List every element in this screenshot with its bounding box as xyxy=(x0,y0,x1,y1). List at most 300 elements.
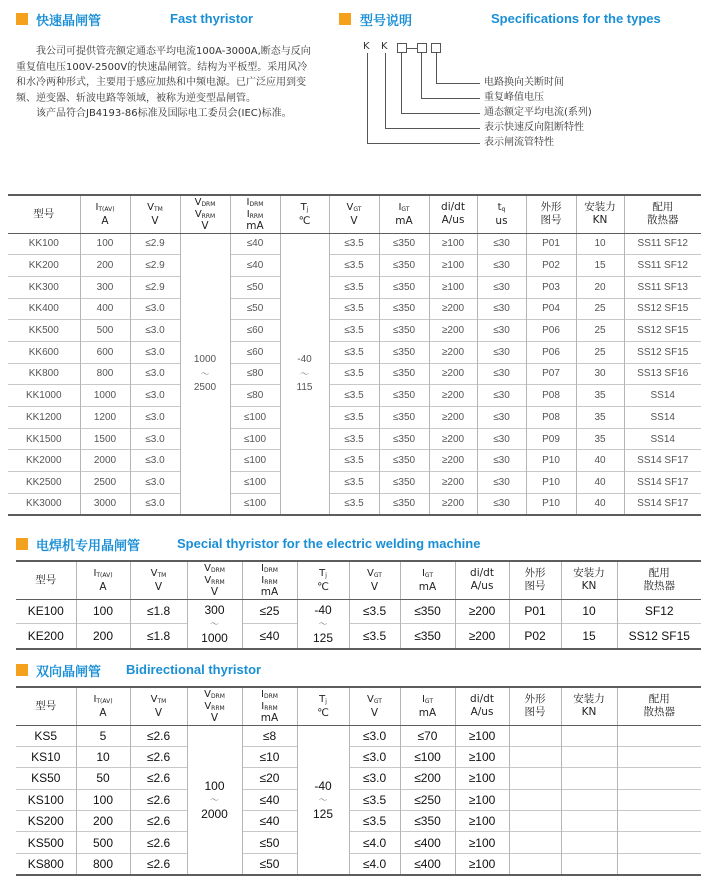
cell-vd-range-high: 1000 xyxy=(201,630,228,645)
col-header-tj: $T_j$ ℃ xyxy=(280,195,329,233)
col-header-idrm: $I_{DRM}$ $I_{RRM}$ mA xyxy=(230,195,280,233)
table-header-row xyxy=(16,687,701,725)
col-header-heatsink: 配用 散热器 xyxy=(617,561,701,599)
cell-shape: P08 xyxy=(526,385,576,407)
cell-heatsink: SS14 xyxy=(650,433,675,445)
cell-shape: P01 xyxy=(509,599,561,624)
cell-tj-range-high: 125 xyxy=(312,806,334,821)
cell-tj-range xyxy=(297,725,349,875)
cell-igt: ≤400 xyxy=(400,832,455,853)
col-header-model: 型号 xyxy=(16,687,76,725)
cell-vgt: ≤3.5 xyxy=(329,407,379,429)
cell-didt: ≥100 xyxy=(455,853,509,874)
cell-id: ≤10 xyxy=(242,746,297,767)
table-row xyxy=(16,746,701,767)
cell-heatsink: SS11 SF12 xyxy=(637,238,688,250)
cell-it: 3000 xyxy=(80,493,130,515)
col-header-vgt: $V_{GT}$ V xyxy=(329,195,379,233)
cell-vd-range-high: 2500 xyxy=(193,381,217,393)
col-header-heatsink: 配用 散热器 xyxy=(617,687,701,725)
cell-tq: ≤30 xyxy=(477,385,526,407)
cell-tj-range xyxy=(280,233,329,515)
cell-didt: ≥200 xyxy=(429,450,477,472)
cell-it: 300 xyxy=(80,276,130,298)
cell-model: KS100 xyxy=(16,789,76,810)
cell-force: 25 xyxy=(576,341,624,363)
cell-force: 15 xyxy=(576,255,624,277)
cell-it: 100 xyxy=(76,599,130,624)
cell-vgt: ≤3.5 xyxy=(329,233,379,255)
code-letter-k1: K xyxy=(363,41,370,52)
cell-shape: P10 xyxy=(526,493,576,515)
cell-vtm: ≤2.6 xyxy=(130,746,187,767)
cell-tj-range-low: -40 xyxy=(297,353,312,365)
cell-id: ≤40 xyxy=(242,811,297,832)
cell-id: ≤80 xyxy=(230,385,280,407)
cell-model: KS5 xyxy=(16,725,76,746)
cell-vtm: ≤2.6 xyxy=(130,789,187,810)
cell-it: 800 xyxy=(80,363,130,385)
cell-model: KS500 xyxy=(16,832,76,853)
cell-tq: ≤30 xyxy=(477,363,526,385)
cell-it: 200 xyxy=(76,624,130,649)
cell-vd-range-sep: ～ xyxy=(209,794,219,805)
table-row xyxy=(8,320,701,342)
cell-heatsink: SS13 SF16 xyxy=(637,368,689,380)
cell-vgt: ≤3.0 xyxy=(349,725,400,746)
cell-didt: ≥200 xyxy=(429,407,477,429)
cell-tq: ≤30 xyxy=(477,450,526,472)
cell-force xyxy=(561,832,617,853)
cell-vtm: ≤3.0 xyxy=(130,341,180,363)
cell-model: KK1500 xyxy=(8,428,80,450)
cell-vtm: ≤3.0 xyxy=(130,385,180,407)
cell-vd-range xyxy=(180,233,230,515)
cell-vgt: ≤4.0 xyxy=(349,853,400,874)
cell-igt: ≤100 xyxy=(400,746,455,767)
col-header-vdrm: $V_{DRM}$ $V_{RRM}$ V xyxy=(187,561,242,599)
table-header-row xyxy=(8,195,701,233)
welding-title-cn: 电焊机专用晶闸管 xyxy=(36,539,141,554)
cell-shape: P10 xyxy=(526,472,576,494)
table-row xyxy=(8,428,701,450)
cell-heatsink xyxy=(617,789,701,810)
cell-vd-range-low: 300 xyxy=(204,602,225,617)
cell-igt: ≤350 xyxy=(379,233,429,255)
welding-thyristor-table xyxy=(16,560,701,650)
cell-tq: ≤30 xyxy=(477,341,526,363)
cell-didt: ≥200 xyxy=(429,341,477,363)
col-header-tj: $T_j$ ℃ xyxy=(297,687,349,725)
cell-vd-range xyxy=(187,599,242,649)
spec-title-cn: 型号说明 xyxy=(360,14,413,29)
cell-vtm: ≤2.6 xyxy=(130,832,187,853)
col-header-vgt: $V_{GT}$ V xyxy=(349,561,400,599)
cell-id: ≤50 xyxy=(230,276,280,298)
cell-id: ≤50 xyxy=(230,298,280,320)
cell-shape: P06 xyxy=(526,341,576,363)
col-header-force: 安装力 KN xyxy=(576,195,624,233)
cell-didt: ≥100 xyxy=(429,276,477,298)
cell-it: 1000 xyxy=(80,385,130,407)
cell-force: 40 xyxy=(576,450,624,472)
cell-igt: ≤350 xyxy=(379,320,429,342)
fast-intro xyxy=(16,44,316,122)
cell-it: 5 xyxy=(76,725,130,746)
cell-shape xyxy=(509,768,561,789)
col-header-igt: $I_{GT}$ mA xyxy=(400,561,455,599)
cell-vtm: ≤3.0 xyxy=(130,298,180,320)
cell-force: 35 xyxy=(576,428,624,450)
cell-shape xyxy=(509,725,561,746)
intro-paragraph: 我公司可提供管壳额定通态平均电流100A-3000A,断态与反向重复值电压100V-2500V的快速晶闸管。结构为平板型。采用风冷和水冷两种形式，主要用于感应加热和中频电源。已广泛应用到变频、逆变器、斩波电路等领域，被称为逆变型晶闸管。 xyxy=(16,46,311,104)
cell-vtm: ≤2.6 xyxy=(130,725,187,746)
cell-shape xyxy=(509,853,561,874)
cell-shape: P01 xyxy=(526,233,576,255)
cell-id: ≤100 xyxy=(230,450,280,472)
cell-didt: ≥200 xyxy=(429,472,477,494)
cell-igt: ≤250 xyxy=(400,789,455,810)
cell-didt: ≥100 xyxy=(455,811,509,832)
table-row xyxy=(8,407,701,429)
cell-id: ≤100 xyxy=(230,472,280,494)
cell-tj-range-low: -40 xyxy=(314,778,332,793)
cell-model: KS200 xyxy=(16,811,76,832)
cell-heatsink: SS14 xyxy=(650,390,675,402)
cell-it: 800 xyxy=(76,853,130,874)
spec-title-en: Specifications for the types xyxy=(491,11,661,26)
section-marker-icon xyxy=(16,664,28,676)
cell-vgt: ≤3.5 xyxy=(329,363,379,385)
cell-igt: ≤350 xyxy=(400,624,455,649)
col-header-didt: di/dt A/us xyxy=(429,195,477,233)
col-header-didt: di/dt A/us xyxy=(455,687,509,725)
table-row xyxy=(16,811,701,832)
cell-vd-range xyxy=(187,725,242,875)
cell-igt: ≤350 xyxy=(379,450,429,472)
cell-model: KK1200 xyxy=(8,407,80,429)
col-header-shape: 外形 图号 xyxy=(526,195,576,233)
table-row xyxy=(8,363,701,385)
cell-tq: ≤30 xyxy=(477,407,526,429)
cell-shape: P08 xyxy=(526,407,576,429)
cell-force: 10 xyxy=(561,599,617,624)
cell-vd-range-sep: ～ xyxy=(200,368,210,379)
legend-item: 重复峰值电压 xyxy=(484,92,544,103)
cell-force: 10 xyxy=(576,233,624,255)
cell-igt: ≤350 xyxy=(379,472,429,494)
legend-item: 表示闸流管特性 xyxy=(484,137,554,148)
table-row xyxy=(8,276,701,298)
col-header-shape: 外形 图号 xyxy=(509,687,561,725)
cell-model: KE100 xyxy=(16,599,76,624)
cell-id: ≤25 xyxy=(242,599,297,624)
cell-shape: P04 xyxy=(526,298,576,320)
table-row xyxy=(16,789,701,810)
cell-tq: ≤30 xyxy=(477,320,526,342)
cell-didt: ≥200 xyxy=(429,363,477,385)
cell-vtm: ≤3.0 xyxy=(130,407,180,429)
cell-heatsink: SS14 SF17 xyxy=(637,455,689,467)
cell-force: 25 xyxy=(576,298,624,320)
col-header-vdrm: $V_{DRM}$ $V_{RRM}$ V xyxy=(180,195,230,233)
col-header-it: $I_{T(AV)}$ A xyxy=(76,561,130,599)
cell-vtm: ≤2.9 xyxy=(130,276,180,298)
cell-heatsink: SS12 SF15 xyxy=(637,346,689,358)
cell-didt: ≥200 xyxy=(455,599,509,624)
cell-igt: ≤200 xyxy=(400,768,455,789)
cell-vgt: ≤3.5 xyxy=(329,298,379,320)
cell-igt: ≤350 xyxy=(379,493,429,515)
cell-didt: ≥100 xyxy=(429,233,477,255)
cell-heatsink xyxy=(617,832,701,853)
cell-tq: ≤30 xyxy=(477,255,526,277)
code-box-time xyxy=(431,43,441,53)
cell-igt: ≤400 xyxy=(400,853,455,874)
bidirectional-thyristor-table xyxy=(16,686,701,876)
cell-vd-range-low: 1000 xyxy=(193,353,217,365)
cell-id: ≤40 xyxy=(230,255,280,277)
cell-shape: P03 xyxy=(526,276,576,298)
cell-model: KK2500 xyxy=(8,472,80,494)
cell-vd-range-low: 100 xyxy=(204,778,225,793)
cell-model: KK200 xyxy=(8,255,80,277)
cell-didt: ≥100 xyxy=(455,746,509,767)
cell-heatsink: SS14 SF17 xyxy=(637,498,689,510)
cell-it: 500 xyxy=(80,320,130,342)
cell-model: KE200 xyxy=(16,624,76,649)
cell-force xyxy=(561,853,617,874)
table-row xyxy=(8,385,701,407)
cell-model: KK400 xyxy=(8,298,80,320)
cell-heatsink xyxy=(617,725,701,746)
cell-it: 50 xyxy=(76,768,130,789)
cell-id: ≤100 xyxy=(230,407,280,429)
cell-model: KK500 xyxy=(8,320,80,342)
col-header-it: $I_{T(AV)}$ A xyxy=(76,687,130,725)
cell-shape: P06 xyxy=(526,320,576,342)
cell-heatsink xyxy=(617,811,701,832)
cell-force xyxy=(561,768,617,789)
cell-id: ≤50 xyxy=(242,832,297,853)
cell-shape xyxy=(509,789,561,810)
cell-tj-range-high: 125 xyxy=(312,630,334,645)
cell-igt: ≤350 xyxy=(400,811,455,832)
cell-force xyxy=(561,725,617,746)
cell-heatsink: SS14 SF17 xyxy=(637,476,689,488)
cell-vtm: ≤3.0 xyxy=(130,472,180,494)
cell-model: KS10 xyxy=(16,746,76,767)
code-letter-k2: K xyxy=(381,41,388,52)
table-row xyxy=(16,725,701,746)
cell-vgt: ≤3.5 xyxy=(329,493,379,515)
cell-shape: P10 xyxy=(526,450,576,472)
col-header-model: 型号 xyxy=(8,195,80,233)
cell-id: ≤8 xyxy=(242,725,297,746)
cell-heatsink: SS12 SF15 xyxy=(637,325,689,337)
fast-thyristor-table xyxy=(8,194,701,516)
cell-heatsink: SF12 xyxy=(644,604,674,619)
cell-force xyxy=(561,789,617,810)
cell-vtm: ≤2.6 xyxy=(130,768,187,789)
cell-vgt: ≤3.5 xyxy=(329,450,379,472)
cell-vgt: ≤3.5 xyxy=(329,320,379,342)
cell-vtm: ≤1.8 xyxy=(130,624,187,649)
cell-model: KK1000 xyxy=(8,385,80,407)
cell-vgt: ≤3.5 xyxy=(329,255,379,277)
cell-force: 35 xyxy=(576,385,624,407)
cell-shape: P07 xyxy=(526,363,576,385)
cell-it: 10 xyxy=(76,746,130,767)
cell-tq: ≤30 xyxy=(477,428,526,450)
cell-vtm: ≤3.0 xyxy=(130,450,180,472)
cell-heatsink: SS11 SF13 xyxy=(637,281,688,293)
cell-vgt: ≤3.5 xyxy=(349,789,400,810)
table-row xyxy=(8,298,701,320)
cell-vtm: ≤3.0 xyxy=(130,363,180,385)
cell-igt: ≤350 xyxy=(379,385,429,407)
table-header-row xyxy=(16,561,701,599)
col-header-force: 安装力 KN xyxy=(561,561,617,599)
col-header-heatsink: 配用 散热器 xyxy=(624,195,701,233)
cell-igt: ≤350 xyxy=(379,276,429,298)
cell-didt: ≥100 xyxy=(455,725,509,746)
cell-didt: ≥100 xyxy=(455,832,509,853)
cell-vgt: ≤3.5 xyxy=(349,599,400,624)
cell-id: ≤80 xyxy=(230,363,280,385)
col-header-model: 型号 xyxy=(16,561,76,599)
code-box-current xyxy=(397,43,407,53)
cell-vgt: ≤3.5 xyxy=(329,385,379,407)
cell-didt: ≥200 xyxy=(429,298,477,320)
cell-vgt: ≤3.5 xyxy=(329,428,379,450)
cell-heatsink xyxy=(617,853,701,874)
table-row xyxy=(16,624,701,649)
cell-vgt: ≤3.5 xyxy=(329,341,379,363)
cell-vd-range-high: 2000 xyxy=(201,806,228,821)
cell-id: ≤50 xyxy=(242,853,297,874)
cell-igt: ≤350 xyxy=(379,428,429,450)
cell-it: 2000 xyxy=(80,450,130,472)
cell-shape: P02 xyxy=(509,624,561,649)
cell-model: KS50 xyxy=(16,768,76,789)
cell-id: ≤100 xyxy=(230,428,280,450)
col-header-tj: $T_j$ ℃ xyxy=(297,561,349,599)
intro-paragraph: 该产品符合JB4193-86标准及国际电工委员会(IEC)标准。 xyxy=(36,108,292,119)
cell-tj-range-sep: ～ xyxy=(318,618,328,629)
welding-title-en: Special thyristor for the electric welding machine xyxy=(177,536,481,551)
cell-vgt: ≤3.5 xyxy=(329,276,379,298)
cell-it: 500 xyxy=(76,832,130,853)
cell-it: 200 xyxy=(76,811,130,832)
cell-it: 2500 xyxy=(80,472,130,494)
cell-force xyxy=(561,746,617,767)
section-marker-icon xyxy=(16,538,28,550)
cell-igt: ≤350 xyxy=(379,255,429,277)
cell-igt: ≤70 xyxy=(400,725,455,746)
table-row xyxy=(8,450,701,472)
cell-it: 400 xyxy=(80,298,130,320)
cell-igt: ≤350 xyxy=(379,407,429,429)
cell-shape xyxy=(509,811,561,832)
cell-igt: ≤350 xyxy=(379,363,429,385)
section-marker-icon xyxy=(339,13,351,25)
table-row xyxy=(8,233,701,255)
cell-didt: ≥100 xyxy=(429,255,477,277)
cell-vgt: ≤3.0 xyxy=(349,768,400,789)
col-header-vdrm: $V_{DRM}$ $V_{RRM}$ V xyxy=(187,687,242,725)
cell-vtm: ≤2.9 xyxy=(130,255,180,277)
col-header-vtm: $V_{TM}$ V xyxy=(130,195,180,233)
col-header-idrm: $I_{DRM}$ $I_{RRM}$ mA xyxy=(242,561,297,599)
cell-id: ≤20 xyxy=(242,768,297,789)
bidir-title-en: Bidirectional thyristor xyxy=(126,662,262,677)
cell-vtm: ≤2.6 xyxy=(130,811,187,832)
cell-it: 100 xyxy=(76,789,130,810)
cell-tq: ≤30 xyxy=(477,493,526,515)
cell-tj-range-sep: ～ xyxy=(299,368,309,379)
cell-id: ≤60 xyxy=(230,341,280,363)
cell-didt: ≥200 xyxy=(429,493,477,515)
cell-force: 40 xyxy=(576,493,624,515)
cell-shape: P09 xyxy=(526,428,576,450)
col-header-shape: 外形 图号 xyxy=(509,561,561,599)
table-row xyxy=(16,853,701,874)
cell-model: KK100 xyxy=(8,233,80,255)
cell-shape xyxy=(509,832,561,853)
col-header-didt: di/dt A/us xyxy=(455,561,509,599)
cell-id: ≤40 xyxy=(230,233,280,255)
cell-tj-range-low: -40 xyxy=(314,602,332,617)
cell-didt: ≥200 xyxy=(429,320,477,342)
table-row xyxy=(8,472,701,494)
cell-it: 100 xyxy=(80,233,130,255)
cell-model: KK2000 xyxy=(8,450,80,472)
cell-id: ≤60 xyxy=(230,320,280,342)
col-header-idrm: $I_{DRM}$ $I_{RRM}$ mA xyxy=(242,687,297,725)
cell-vgt: ≤3.5 xyxy=(349,811,400,832)
cell-shape: P02 xyxy=(526,255,576,277)
cell-vgt: ≤3.0 xyxy=(349,746,400,767)
cell-vgt: ≤3.5 xyxy=(349,624,400,649)
cell-id: ≤40 xyxy=(242,789,297,810)
col-header-tq: $t_q$ us xyxy=(477,195,526,233)
cell-model: KK3000 xyxy=(8,493,80,515)
section-marker-icon xyxy=(16,13,28,25)
cell-force: 30 xyxy=(576,363,624,385)
cell-vtm: ≤1.8 xyxy=(130,599,187,624)
cell-it: 600 xyxy=(80,341,130,363)
cell-it: 200 xyxy=(80,255,130,277)
cell-vtm: ≤3.0 xyxy=(130,320,180,342)
legend-item: 表示快速反向阻断特性 xyxy=(484,122,584,133)
cell-force: 40 xyxy=(576,472,624,494)
fast-title-en: Fast thyristor xyxy=(170,11,254,26)
cell-model: KK800 xyxy=(8,363,80,385)
cell-force: 25 xyxy=(576,320,624,342)
cell-tj-range-sep: ～ xyxy=(318,794,328,805)
cell-heatsink: SS12 SF15 xyxy=(628,628,690,643)
cell-didt: ≥200 xyxy=(429,428,477,450)
col-header-vtm: $V_{TM}$ V xyxy=(130,561,187,599)
cell-didt: ≥100 xyxy=(455,789,509,810)
cell-tq: ≤30 xyxy=(477,276,526,298)
cell-igt: ≤350 xyxy=(379,298,429,320)
cell-tq: ≤30 xyxy=(477,233,526,255)
col-header-it: $I_{T(AV)}$ A xyxy=(80,195,130,233)
col-header-vgt: $V_{GT}$ V xyxy=(349,687,400,725)
cell-force xyxy=(561,811,617,832)
